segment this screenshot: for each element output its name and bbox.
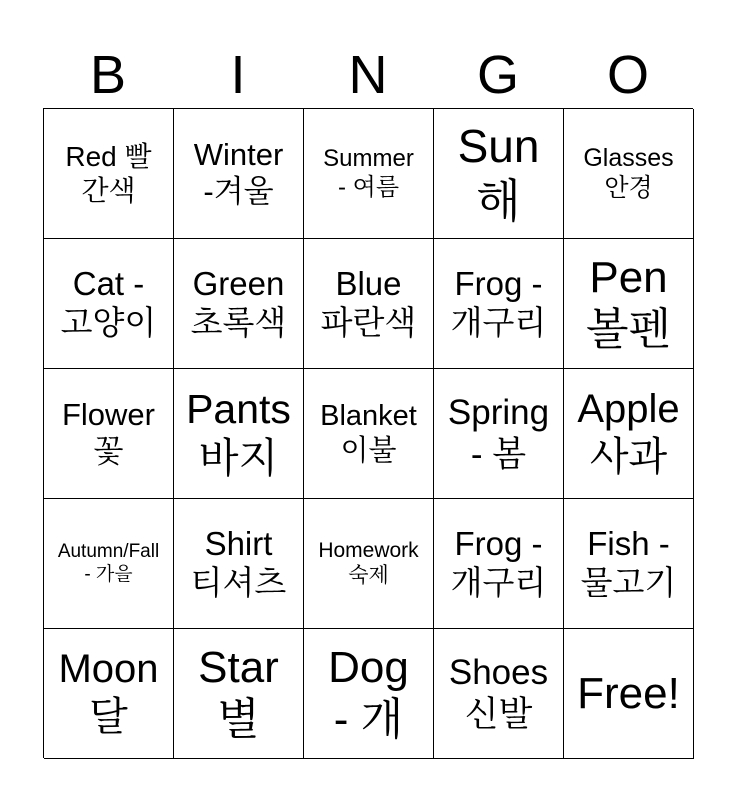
bingo-cell-r1-c0[interactable] [44,239,174,369]
bingo-cell-r3-c1[interactable] [174,499,304,629]
bingo-cell-r4-c2[interactable] [304,629,434,759]
cell-text-line2: 숙제 [348,563,389,587]
cell-text-line1: Shirt [204,524,273,562]
cell-text-line2: 안경 [604,173,653,202]
header-letter-n: N [348,45,388,105]
cell-text-line1: Pants [186,386,291,433]
cell-text-line2: 초록색 [190,303,287,341]
cell-text-line2: 고양이 [60,303,157,341]
cell-text-line1: Frog - [454,264,543,302]
cell-text-line2: 티셔츠 [190,563,287,601]
cell-text-line1: Apple [577,387,680,432]
cell-text-line2: 꽃 [93,433,124,469]
header-letter-o: O [606,45,649,105]
bingo-cell-r4-c1[interactable] [174,629,304,759]
bingo-cell-r0-c4[interactable] [564,109,694,239]
cell-text-line2: 파란색 [320,303,417,341]
cell-text-line2: 별 [217,694,260,744]
header-letter-b: B [89,45,127,105]
bingo-cell-free-space[interactable] [564,629,694,759]
cell-text-line2: 달 [89,694,128,739]
cell-text-line1: Summer [323,145,414,173]
cell-text-line1: Free! [577,668,680,718]
cell-text-line1: Frog - [454,524,543,562]
cell-text-line1: Winter [193,136,284,172]
cell-text-line2: 이불 [340,434,397,467]
bingo-header [43,42,693,108]
bingo-cell-r0-c1[interactable] [174,109,304,239]
cell-text-line2: 볼펜 [585,304,671,354]
header-letter-i: I [230,45,246,105]
cell-text-line1: Dog [328,642,409,692]
cell-text-line2: - 가을 [84,563,133,585]
bingo-cell-r4-c3[interactable] [434,629,564,759]
cell-text-line2: - 봄 [470,434,527,474]
bingo-cell-r1-c2[interactable] [304,239,434,369]
cell-text-line1: Cat - [72,264,145,302]
bingo-cell-r0-c2[interactable] [304,109,434,239]
cell-text-line2: - 여름 [337,173,400,201]
bingo-cell-r0-c3[interactable] [434,109,564,239]
cell-text-line2: 바지 [198,434,279,481]
bingo-cell-r4-c0[interactable] [44,629,174,759]
header-letter-g: G [476,45,519,105]
bingo-cell-r2-c1[interactable] [174,369,304,499]
bingo-cell-r2-c4[interactable] [564,369,694,499]
cell-text-line1: Red 빨 [65,141,152,173]
bingo-cell-r3-c3[interactable] [434,499,564,629]
cell-text-line1: Pen [589,252,668,302]
cell-text-line2: 개구리 [450,303,547,341]
bingo-cell-r1-c4[interactable] [564,239,694,369]
cell-text-line2: 개구리 [450,563,547,601]
cell-text-line1: Blanket [320,400,417,433]
cell-text-line1: Fish - [587,524,670,562]
cell-text-line1: Shoes [448,653,549,693]
cell-text-line1: Green [192,264,285,302]
cell-text-line2: 해 [476,174,521,227]
bingo-board [43,108,693,758]
cell-text-line2: - 개 [333,694,404,744]
bingo-cell-r3-c0[interactable] [44,499,174,629]
cell-text-line1: Moon [58,647,159,692]
bingo-cell-r2-c0[interactable] [44,369,174,499]
bingo-cell-r1-c3[interactable] [434,239,564,369]
cell-text-line1: Blue [335,264,402,302]
cell-text-line1: Autumn/Fall [57,541,160,563]
cell-text-line2: 신발 [464,694,533,734]
bingo-cell-r3-c2[interactable] [304,499,434,629]
cell-text-line1: Homework [318,538,419,562]
cell-text-line2: 물고기 [580,563,677,601]
cell-text-line2: -겨울 [203,173,274,209]
cell-text-line1: Sun [457,120,540,173]
cell-text-line1: Flower [61,396,155,432]
cell-text-line1: Spring [447,393,550,433]
cell-text-line1: Glasses [583,144,674,172]
bingo-cell-r2-c3[interactable] [434,369,564,499]
cell-text-line1: Star [198,642,279,692]
bingo-cell-r3-c4[interactable] [564,499,694,629]
bingo-cell-r0-c0[interactable] [44,109,174,239]
bingo-cell-r2-c2[interactable] [304,369,434,499]
cell-text-line2: 사과 [589,434,668,479]
bingo-cell-r1-c1[interactable] [174,239,304,369]
cell-text-line2: 간색 [81,174,136,206]
